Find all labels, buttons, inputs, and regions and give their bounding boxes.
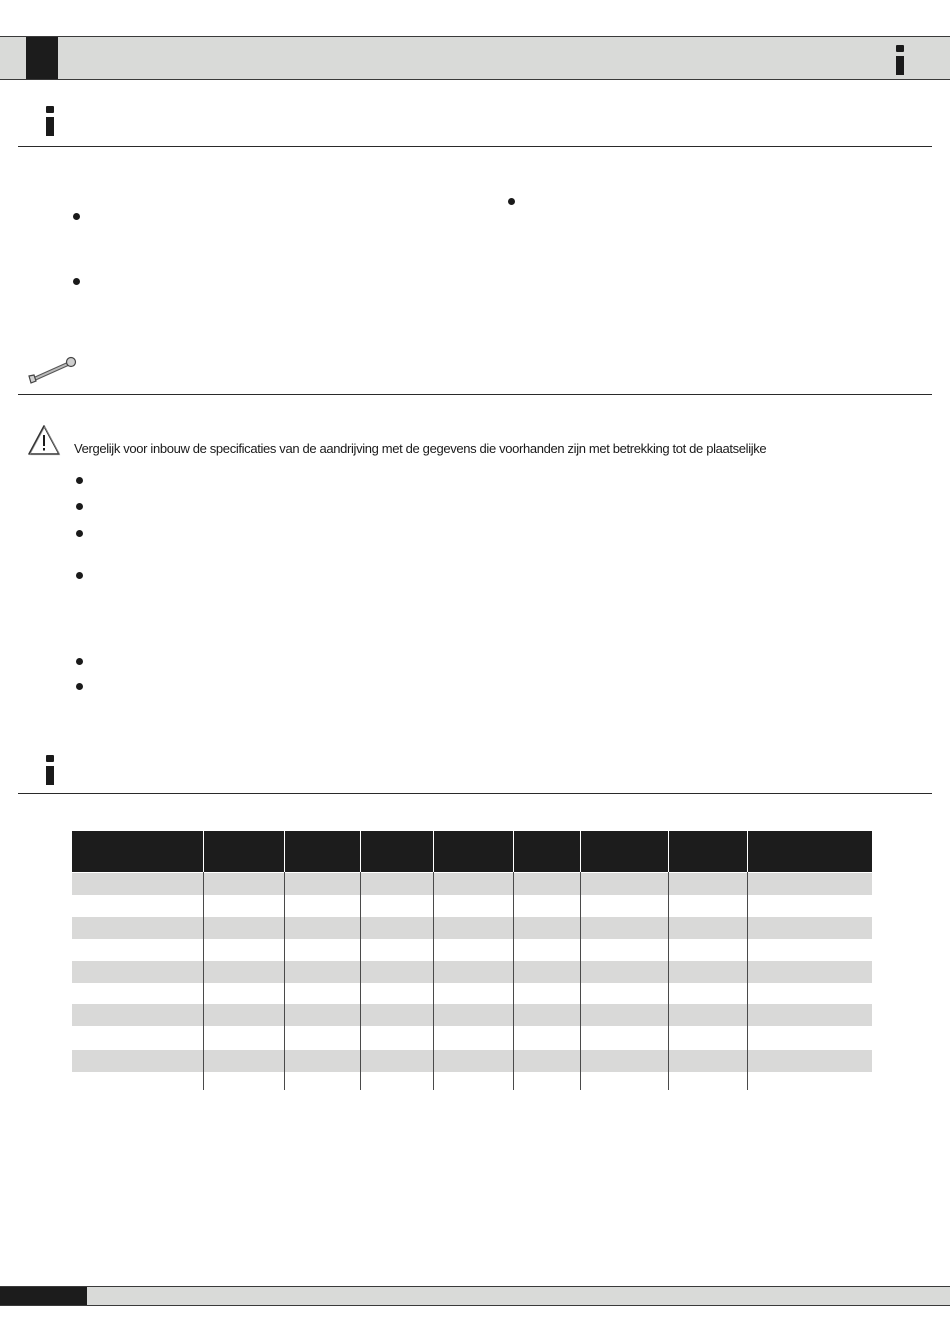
info-icon (46, 106, 54, 136)
table-row (72, 961, 872, 983)
column-divider (203, 831, 204, 872)
table-row (72, 1004, 872, 1026)
list-bullet (73, 213, 80, 220)
info-icon (896, 45, 904, 75)
table-row (72, 1072, 872, 1094)
chapter-marker (26, 37, 58, 79)
column-divider (580, 872, 581, 1090)
list-bullet (76, 572, 83, 579)
warning-triangle-icon (27, 424, 61, 456)
list-bullet (76, 503, 83, 510)
column-divider (747, 872, 748, 1090)
column-divider (203, 872, 204, 1090)
wrench-icon (28, 356, 78, 384)
column-divider (284, 831, 285, 872)
footer-bar (0, 1286, 950, 1306)
table-row (72, 1050, 872, 1072)
section-divider (18, 394, 932, 395)
list-bullet (508, 198, 515, 205)
header-bar (0, 36, 950, 80)
table-row (72, 939, 872, 961)
column-divider (513, 831, 514, 872)
column-divider (580, 831, 581, 872)
column-divider (433, 831, 434, 872)
list-bullet (76, 683, 83, 690)
table-row (72, 983, 872, 1005)
table-row (72, 895, 872, 917)
warning-text: Vergelijk voor inbouw de specificaties van de aandrijving met de gegevens die voorhanden zijn met betrekking tot de plaatselijke (74, 441, 767, 456)
table-row (72, 1026, 872, 1048)
column-divider (433, 872, 434, 1090)
page-marker (0, 1287, 87, 1305)
column-divider (513, 872, 514, 1090)
column-divider (360, 831, 361, 872)
section-divider (18, 793, 932, 794)
table-row (72, 873, 872, 895)
column-divider (747, 831, 748, 872)
column-divider (284, 872, 285, 1090)
column-divider (668, 831, 669, 872)
table-row (72, 917, 872, 939)
table-header (72, 831, 872, 872)
list-bullet (76, 477, 83, 484)
list-bullet (73, 278, 80, 285)
column-divider (668, 872, 669, 1090)
info-icon (46, 755, 54, 785)
section-divider (18, 146, 932, 147)
list-bullet (76, 658, 83, 665)
list-bullet (76, 530, 83, 537)
column-divider (360, 872, 361, 1090)
